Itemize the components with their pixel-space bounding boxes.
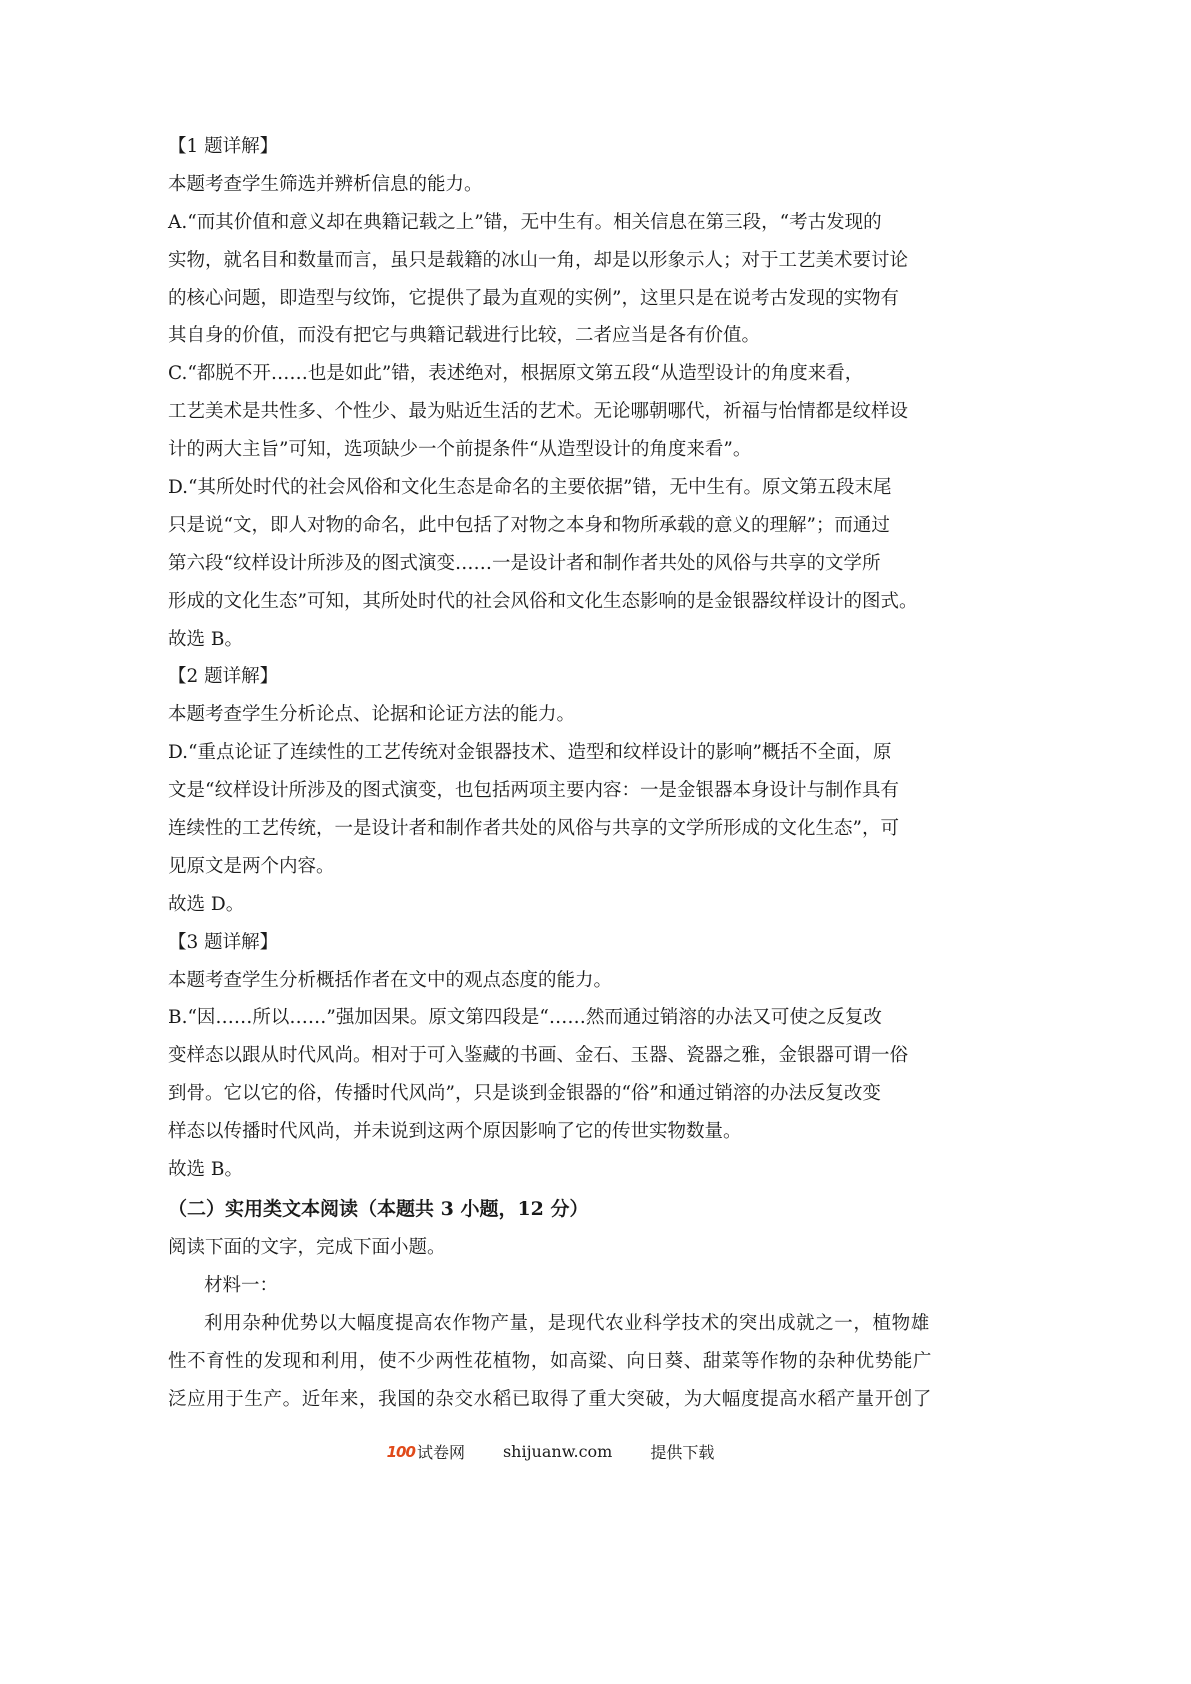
- text-line: D.“重点论证了连续性的工艺传统对金银器技术、造型和纹样设计的影响”概括不全面，原: [168, 742, 892, 764]
- footer: [0, 1440, 1101, 1463]
- text-line: 本题考查学生筛选并辨析信息的能力。: [168, 173, 483, 195]
- material-text: [168, 1305, 958, 1419]
- text-line: 第六段“纹样设计所涉及的图式演变……一是设计者和制作者共处的风俗与共享的文学所: [168, 552, 881, 574]
- text-line: D.“其所处时代的社会风俗和文化生态是命名的主要依据”错，无中生有。原文第五段末尾: [168, 477, 892, 499]
- text-line: 文是“纹样设计所涉及的图式演变，也包括两项主要内容：一是金银器本身设计与制作具有: [168, 780, 899, 802]
- q1-explanation: [168, 166, 958, 659]
- text-line: 本题考查学生分析论点、论据和论证方法的能力。: [168, 704, 576, 726]
- site-name: 试卷网: [416, 1443, 465, 1462]
- text-line: A.“而其价值和意义却在典籍记载之上”错，无中生有。相关信息在第三段，“考古发现的: [168, 211, 882, 233]
- text-line: 的核心问题，即造型与纹饰，它提供了最为直观的实例”，这里只是在说考古发现的实物有: [168, 287, 899, 309]
- text-line: 形成的文化生态”可知，其所处时代的社会风俗和文化生态影响的是金银器纹样设计的图式。: [168, 590, 918, 612]
- section-heading: （二）实用类文本阅读（本题共 3 小题，12 分）: [168, 1197, 589, 1220]
- text-line: 其自身的价值，而没有把它与典籍记载进行比较，二者应当是各有价值。: [168, 325, 761, 347]
- text-line: 到骨。它以它的俗，传播时代风尚”，只是谈到金银器的“俗”和通过销溶的办法反复改变: [168, 1083, 881, 1105]
- material-label: 材料一：: [204, 1274, 279, 1296]
- q2-explanation: [168, 696, 958, 923]
- site-logo: 100: [386, 1442, 415, 1461]
- material-line: 性不育性的发现和利用，使不少两性花植物，如高粱、向日葵、甜菜等作物的杂种优势能广: [168, 1350, 933, 1372]
- text-line: 故选 B。: [168, 1159, 243, 1181]
- material-line: 利用杂种优势以大幅度提高农作物产量，是现代农业科学技术的突出成就之一，植物雄: [204, 1312, 930, 1334]
- text-line: 样态以传播时代风尚，并未说到这两个原因影响了它的传世实物数量。: [168, 1121, 742, 1143]
- text-line: B.“因……所以……”强加因果。原文第四段是“……然而通过销溶的办法又可使之反复改: [168, 1007, 882, 1029]
- text-line: C.“都脱不开……也是如此”错，表述绝对，根据原文第五段“从造型设计的角度来看，: [168, 363, 864, 385]
- text-line: 只是说“文，即人对物的命名，此中包括了对物之本身和物所承载的意义的理解”；而通过: [168, 514, 890, 536]
- text-line: 故选 B。: [168, 628, 243, 650]
- text-line: 工艺美术是共性多、个性少、最为贴近生活的艺术。无论哪朝哪代，祈福与怡情都是纹样设: [168, 401, 909, 423]
- answer-analysis: [168, 128, 958, 1418]
- download-note: 提供下载: [650, 1443, 715, 1462]
- q3-explanation: [168, 962, 958, 1189]
- text-line: 实物，就名目和数量而言，虽只是载籍的冰山一角，却是以形象示人；对于工艺美术要讨论: [168, 249, 909, 271]
- text-line: 故选 D。: [168, 893, 245, 915]
- text-line: 计的两大主旨”可知，选项缺少一个前提条件“从造型设计的角度来看”。: [168, 439, 752, 461]
- text-line: 连续性的工艺传统，一是设计者和制作者共处的风俗与共享的文学所形成的文化生态”，可: [168, 818, 899, 840]
- text-line: 变样态以跟从时代风尚。相对于可入鉴藏的书画、金石、玉器、瓷器之雅，金银器可谓一俗: [168, 1045, 909, 1067]
- site-domain[interactable]: shijuanw.com: [502, 1442, 613, 1461]
- q3-header: 【3 题详解】: [168, 931, 279, 953]
- q1-header: 【1 题详解】: [168, 136, 279, 157]
- section-instruction: 阅读下面的文字，完成下面小题。: [168, 1236, 446, 1258]
- text-line: 见原文是两个内容。: [168, 855, 335, 877]
- q2-header: 【2 题详解】: [168, 666, 279, 688]
- material-line: 泛应用于生产。近年来，我国的杂交水稻已取得了重大突破，为大幅度提高水稻产量开创了: [168, 1388, 933, 1410]
- text-line: 本题考查学生分析概括作者在文中的观点态度的能力。: [168, 969, 613, 991]
